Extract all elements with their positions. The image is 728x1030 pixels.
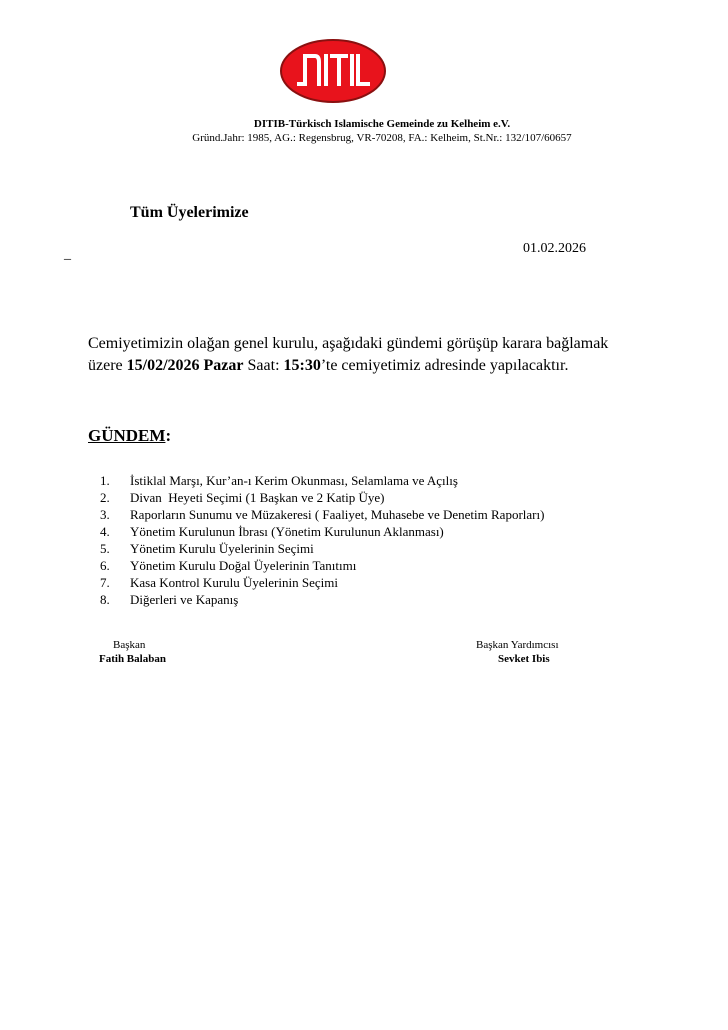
agenda-item: [100, 506, 544, 523]
agenda-item: [100, 523, 544, 540]
agenda-item-number: 4.: [100, 524, 110, 539]
president-name: Fatih Balaban: [99, 653, 166, 665]
agenda-item-text: İstiklal Marşı, Kur’an-ı Kerim Okunması, Selamlama ve Açılış: [130, 473, 458, 488]
agenda-item-number: 2.: [100, 490, 110, 505]
agenda-item-number: 7.: [100, 575, 110, 590]
agenda-item-text: Yönetim Kurulu Doğal Üyelerinin Tanıtımı: [130, 558, 357, 573]
agenda-item-number: 3.: [100, 507, 110, 522]
agenda-item: [100, 574, 544, 591]
intro-text-1: Cemiyetimizin olağan genel kurulu, aşağıdaki gündemi görüşüp karara bağlamak üzere: [88, 335, 609, 374]
ditib-logo: [279, 38, 387, 104]
organization-name: DITIB-Türkisch Islamische Gemeinde zu Kelheim e.V.: [253, 118, 511, 130]
intro-paragraph: [88, 333, 628, 377]
agenda-item: [100, 557, 544, 574]
intro-text-3: ’te cemiyetimiz adresinde yapılacaktır.: [320, 357, 569, 374]
vice-president-title: Başkan Yardımcısı: [476, 639, 559, 651]
vice-president-name: Sevket Ibis: [498, 653, 550, 665]
agenda-list: [100, 472, 544, 608]
agenda-heading: [88, 426, 171, 446]
agenda-item: [100, 540, 544, 557]
agenda-item-number: 5.: [100, 541, 110, 556]
salutation: Tüm Üyelerimize: [130, 204, 249, 221]
letter-date: 01.02.2026: [523, 241, 586, 256]
agenda-item-text: Divan Heyeti Seçimi (1 Başkan ve 2 Katip Üye): [130, 490, 385, 505]
meeting-date: 15/02/2026 Pazar: [126, 357, 244, 374]
agenda-item-text: Kasa Kontrol Kurulu Üyelerinin Seçimi: [130, 575, 338, 590]
dash-mark: _: [64, 247, 71, 262]
agenda-item-text: Raporların Sunumu ve Müzakeresi ( Faaliyet, Muhasebe ve Denetim Raporları): [130, 507, 545, 522]
agenda-item-number: 8.: [100, 592, 110, 607]
agenda-item-text: Diğerleri ve Kapanış: [130, 592, 239, 607]
intro-text-2: Saat:: [243, 357, 284, 374]
agenda-item-text: Yönetim Kurulu Üyelerinin Seçimi: [130, 541, 314, 556]
agenda-item: [100, 489, 544, 506]
agenda-item-number: 6.: [100, 558, 110, 573]
agenda-item-text: Yönetim Kurulunun İbrası (Yönetim Kurulunun Aklanması): [130, 524, 444, 539]
agenda-item: [100, 591, 544, 608]
agenda-heading-colon: :: [165, 426, 172, 445]
meeting-time: 15:30: [283, 357, 321, 374]
agenda-item-number: 1.: [100, 473, 110, 488]
organization-details: Gründ.Jahr: 1985, AG.: Regensbrug, VR-70208, FA.: Kelheim, St.Nr.: 132/107/60657: [192, 132, 572, 144]
agenda-heading-text: GÜNDEM: [88, 426, 166, 445]
president-title: Başkan: [113, 639, 146, 651]
agenda-item: [100, 472, 544, 489]
